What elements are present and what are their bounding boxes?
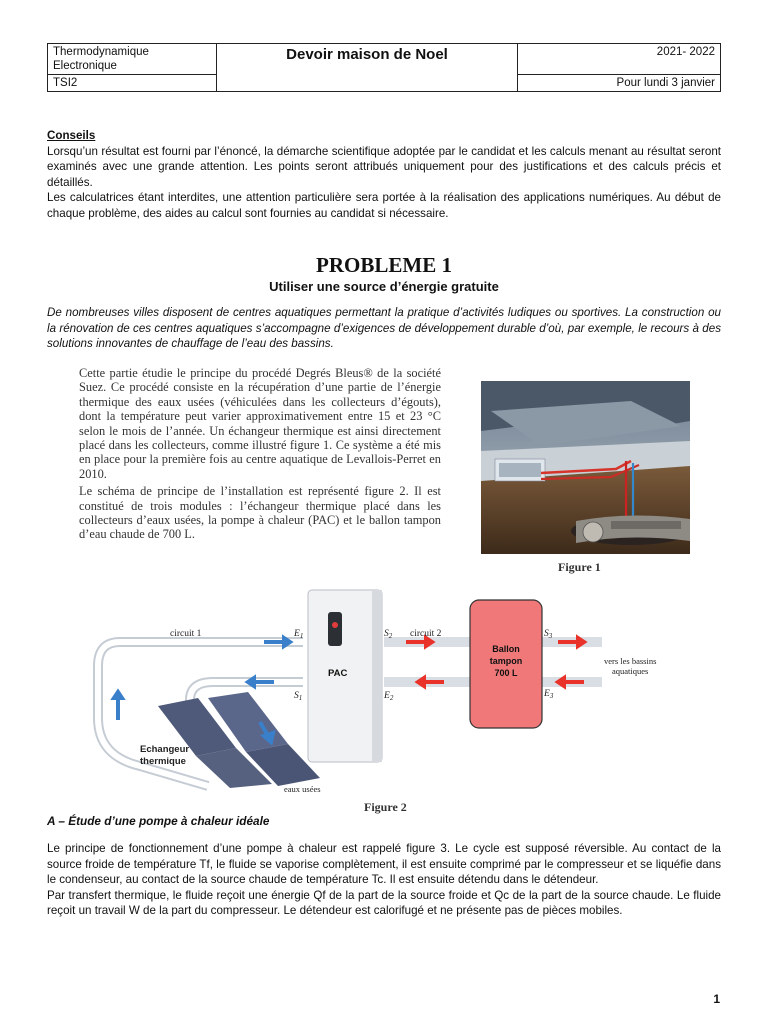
section-a-title: A – Étude d’une pompe à chaleur idéale — [47, 814, 270, 828]
header-title: Devoir maison de Noel — [217, 44, 518, 92]
header-table — [47, 43, 721, 92]
section-a-paragraph-1: Le principe de fonctionnement d’une pompe à chaleur est rappelé figure 3. Le cycle est supposé réversible. Au contact de la source froide de température Tf, le fluide se vaporise complètement, il est ensuite comprimé par le compresseur et se liquéfie dans le condenseur, au contact de la source chaude de température Tc. Il est ensuite détendu dans le détendeur. — [47, 842, 721, 887]
bassins-label-line-1: vers les bassins — [604, 656, 657, 666]
arrow-cold-up — [114, 692, 122, 720]
s2-label — [384, 629, 393, 640]
e2-subscript: 2 — [389, 694, 394, 702]
problem-title: PROBLEME 1 — [316, 253, 452, 277]
problem-subtitle: Utiliser une source d’énergie gratuite — [269, 279, 499, 294]
header-subject-line1: Thermodynamique — [53, 46, 149, 58]
ballon-label-line-3: 700 L — [494, 668, 518, 678]
s2-subscript: 2 — [388, 632, 393, 640]
ballon-label-line-1: Ballon — [492, 644, 520, 654]
eaux-usees-label: eaux usées — [284, 784, 321, 794]
s1-subscript: 1 — [298, 694, 303, 702]
s1-label — [294, 691, 302, 702]
page-number: 1 — [713, 992, 720, 1006]
bassins-label-line-2: aquatiques — [612, 666, 649, 676]
pac-label: PAC — [328, 668, 348, 679]
header-subject-line2: Electronique — [53, 60, 117, 72]
e1-label — [293, 629, 303, 640]
header-year: 2021- 2022 — [518, 44, 721, 75]
figure-2-caption: Figure 2 — [364, 800, 407, 814]
figure-text — [79, 366, 441, 545]
problem-intro: De nombreuses villes disposent de centres aquatiques permettant la pratique d’activités ludiques ou sportives. La construction ou la rénovation de ces centres aquatiques s’accompagne d’exigences de développement durable d’où, par exemple, le recours à des solutions innovantes de chauffage de l’eau des bassins. — [47, 306, 721, 351]
s3-letter: S — [544, 629, 549, 639]
echangeur-label-line-2: thermique — [140, 756, 186, 767]
e3-letter: E — [544, 689, 550, 699]
section-a-paragraph-2: Par transfert thermique, le fluide reçoit une énergie Qf de la part de la source froide et Qc de la part de la source chaude. Le fluide reçoit un travail W de la part du compresseur. Le détendeur est calorifugé et ne présente pas de pièces mobiles. — [47, 888, 721, 918]
conseils-paragraph-2: Les calculatrices étant interdites, une attention particulière sera portée à la réalisation des applications numériques. Au début de chaque problème, des aides au calcul sont fournies au candidat si nécessaire. — [47, 191, 721, 220]
figure-2-schematic — [88, 588, 708, 798]
e3-subscript: 3 — [549, 692, 554, 700]
ballon-label-line-2: tampon — [489, 656, 523, 666]
section-a-body — [47, 841, 721, 919]
conseils-paragraph-1: Lorsqu’un résultat est fourni par l’énoncé, la démarche scientifique adoptée par le candidat et les calculs menant au résultat seront examinés avec une grande attention. Les points seront attribués uniquement pour des justifications et des calculs précis et détaillés. — [47, 144, 721, 189]
figure-1-caption: Figure 1 — [558, 560, 601, 574]
e2-letter: E — [384, 691, 390, 701]
conseils-section — [47, 128, 721, 222]
s3-label — [544, 629, 553, 640]
e2-label — [383, 691, 394, 702]
conseils-title: Conseils — [47, 129, 96, 142]
e1-subscript: 1 — [299, 632, 304, 640]
s3-subscript: 3 — [548, 632, 553, 640]
header-due: Pour lundi 3 janvier — [518, 75, 721, 92]
figure-text-paragraph-1: Cette partie étudie le principe du procédé Degrés Bleus® de la société Suez. Ce procédé consiste en la récupération d’une partie de l’énergie thermique des eaux usées (véhiculées dans les collecteurs d’égouts), dont la température peut varier approximativement entre 15 et 23 °C selon le mois de l’année. Un échangeur thermique est ainsi directement placé dans les collecteurs, comme illustré figure 1. Ce système a été mis en place pour la première fois au centre aquatique de Levallois-Perret en 2010. — [79, 366, 441, 481]
s2-letter: S — [384, 629, 389, 639]
e3-label — [543, 689, 554, 700]
header-class: TSI2 — [48, 75, 217, 92]
circuit-1-label: circuit 1 — [170, 629, 202, 639]
header-subject — [48, 44, 217, 75]
circuit-2-label: circuit 2 — [410, 629, 442, 639]
figure-text-paragraph-2: Le schéma de principe de l’installation est représenté figure 2. Il est constitué de trois modules : l’échangeur thermique placé dans les collecteurs d’eaux usées, la pompe à chaleur (PAC) et le ballon tampon d’eau chaude de 700 L. — [79, 484, 441, 542]
s1-letter: S — [294, 691, 299, 701]
figure-1-illustration — [481, 381, 690, 554]
echangeur-label-line-1: Echangeur — [140, 744, 190, 755]
e1-letter: E — [294, 629, 300, 639]
